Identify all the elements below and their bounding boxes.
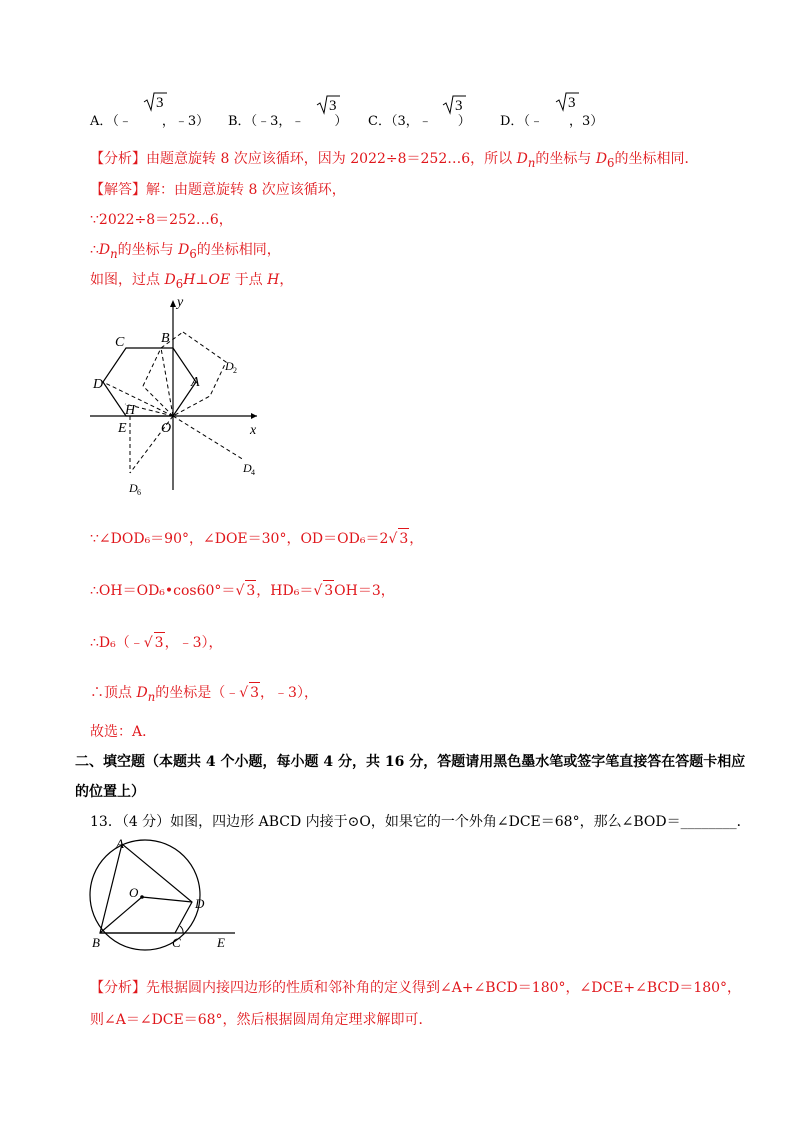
label-x: x [250, 423, 257, 438]
sqrt-a-num: 3 [156, 95, 164, 111]
sqrt-3: √ 3 [235, 580, 256, 601]
center-o [140, 895, 144, 899]
sqrt-c-num: 3 [455, 98, 463, 114]
label-o: O [129, 885, 139, 900]
analysis2-tag: 【分析】 [90, 980, 146, 996]
analysis2-line-2: 则∠A＝∠DCE＝68°，然后根据圆周角定理求解即可． [90, 1012, 433, 1028]
label-d2: D [225, 359, 234, 373]
solution-line5-text: ∵∠DOD₆＝90°，∠DOE＝30°，OD＝OD₆＝2 [90, 531, 389, 547]
solution-line4-end: ， [279, 272, 294, 288]
hexagon-rotation-figure [85, 292, 275, 502]
solution-line-9: 故选：A． [90, 724, 157, 740]
option-a-post: ，﹣3） [161, 114, 210, 129]
solution-line8-b: 的坐标是（﹣ [155, 685, 240, 701]
option-d-pre: （﹣ [523, 114, 543, 129]
option-c-post: ） [457, 114, 471, 129]
sqrt-3: √ 3 [313, 580, 334, 601]
solution-line3-n: n [110, 246, 118, 261]
angle-dce-arc [180, 926, 183, 933]
sqrt-3-num: 3 [154, 632, 165, 653]
analysis-six: 6 [607, 155, 615, 170]
solution-line6-c: OH＝3， [334, 583, 395, 599]
section-heading: 二、填空题（本题共 4 个小题，每小题 4 分，共 16 分，答题请用黑色墨水笔或签字笔直接答在答题卡相应 [75, 754, 746, 770]
sqrt-3-num: 3 [398, 528, 409, 549]
question-number: 13． [90, 814, 122, 830]
label-o: O [161, 421, 172, 436]
solution-tag: 【解答】 [90, 182, 146, 198]
analysis-dn: D [516, 151, 528, 167]
solution-line6-b: ，HD₆＝ [256, 583, 314, 599]
solution-line7-b: ，﹣3）， [164, 635, 223, 651]
label-e: E [118, 421, 127, 436]
solution-line8-a: ∴顶点 [90, 685, 137, 701]
sqrt-b-num: 3 [329, 98, 337, 114]
option-c-label: C． [368, 114, 391, 129]
solution-line4-d6: D [164, 272, 176, 288]
solution-line-3 [90, 240, 281, 264]
solution-line3-post: 的坐标相同， [196, 242, 281, 258]
solution-line4-pre: 如图，过点 [90, 272, 165, 288]
option-c-pre: （3，﹣ [390, 114, 432, 129]
solution-line4-post: 于点 [230, 272, 268, 288]
solution-line4-mid: H⊥OE [183, 272, 231, 288]
sqrt-3-num: 3 [249, 682, 260, 703]
solution-line-8 [90, 682, 318, 707]
label-d4: D [243, 461, 252, 475]
question-13 [90, 812, 751, 832]
solution-line-4 [90, 270, 293, 294]
sqrt-3: √ 3 [388, 528, 409, 549]
option-b-pre: （﹣3，﹣ [250, 114, 305, 129]
analysis-text-a: 由题意旋转 8 次应该循环，因为 2022÷8＝252…6，所以 [146, 151, 517, 167]
analysis2-line-1 [90, 978, 741, 998]
solution-line8-dn: D [136, 685, 148, 701]
analysis-tag: 【分析】 [90, 151, 146, 167]
section-heading-2: 的位置上） [75, 784, 145, 800]
option-a-pre: （﹣ [112, 114, 132, 129]
solution-line6-a: ∴OH＝OD₆•cos60°＝ [90, 583, 236, 599]
label-d4-sub: 4 [251, 468, 255, 477]
option-d-label: D． [500, 114, 524, 129]
solution-line-5 [90, 528, 423, 549]
question-text: （4 分）如图，四边形 ABCD 内接于⊙O，如果它的一个外角∠DCE＝68°，那么∠BOD＝ [121, 814, 681, 830]
solution-line-6 [90, 580, 395, 601]
answer-blank: ________． [680, 814, 751, 830]
option-sqrt-glyphs [0, 0, 800, 140]
solution-line3-d6: D [178, 242, 190, 258]
option-a-label: A． [90, 114, 113, 129]
label-b: B [161, 331, 170, 346]
solution-line5-end: ， [409, 531, 424, 547]
solution-line3-six: 6 [189, 246, 197, 261]
label-d: D [93, 377, 104, 392]
inscribed-quadrilateral-figure [85, 835, 245, 955]
label-e: E [217, 935, 225, 950]
solution-line3-mid: 的坐标与 [117, 242, 179, 258]
sqrt-3-num: 3 [245, 580, 256, 601]
label-b: B [92, 935, 100, 950]
quadrilateral-abcd [100, 844, 192, 933]
solution-line-7 [90, 632, 223, 653]
sqrt-3-num: 3 [323, 580, 334, 601]
option-b-post: ） [334, 114, 348, 129]
segment-od [142, 897, 192, 902]
label-a: A [116, 836, 124, 851]
analysis-d6: D [595, 151, 608, 167]
analysis2-text: 先根据圆内接四边形的性质和邻补角的定义得到∠A+∠BCD＝180°，∠DCE+∠BCD＝180°， [146, 980, 742, 996]
segment-ob [100, 897, 142, 933]
y-axis-arrow [170, 300, 176, 307]
x-axis-arrow [251, 413, 257, 419]
solution-line-1 [90, 180, 346, 200]
label-y: y [177, 295, 184, 310]
analysis-text-c: 的坐标相同． [614, 151, 699, 167]
solution-line3-pre: ∴ [90, 242, 99, 258]
sqrt-d-num: 3 [568, 95, 576, 111]
hexagon [103, 348, 196, 416]
label-d: D [195, 896, 205, 911]
label-c: C [172, 935, 181, 950]
solution-line4-h: H [267, 272, 280, 288]
solution-line7-a: ∴D₆（﹣ [90, 635, 144, 651]
option-d-post: ，3） [568, 114, 604, 129]
sqrt-3: √ 3 [144, 632, 165, 653]
solution-line3-dn: D [98, 242, 111, 258]
label-a: A [191, 375, 200, 390]
label-c: C [115, 335, 125, 350]
label-h: H [125, 403, 136, 418]
analysis-text-b: 的坐标与 [535, 151, 596, 167]
label-d2-sub: 2 [233, 366, 237, 375]
solution-line4-six: 6 [175, 276, 184, 291]
solution-text: 解：由题意旋转 8 次应该循环， [146, 182, 346, 198]
analysis-n: n [527, 155, 536, 170]
analysis-line-1 [90, 149, 698, 173]
label-d6: D [129, 481, 138, 495]
solution-line-2: ∵2022÷8＝252…6， [90, 212, 233, 228]
solution-line8-n: n [147, 689, 156, 704]
option-b-label: B． [228, 114, 251, 129]
label-d6-sub: 6 [137, 488, 141, 497]
solution-line8-c: ，﹣3）， [260, 685, 318, 701]
sqrt-3: √ 3 [239, 682, 260, 703]
